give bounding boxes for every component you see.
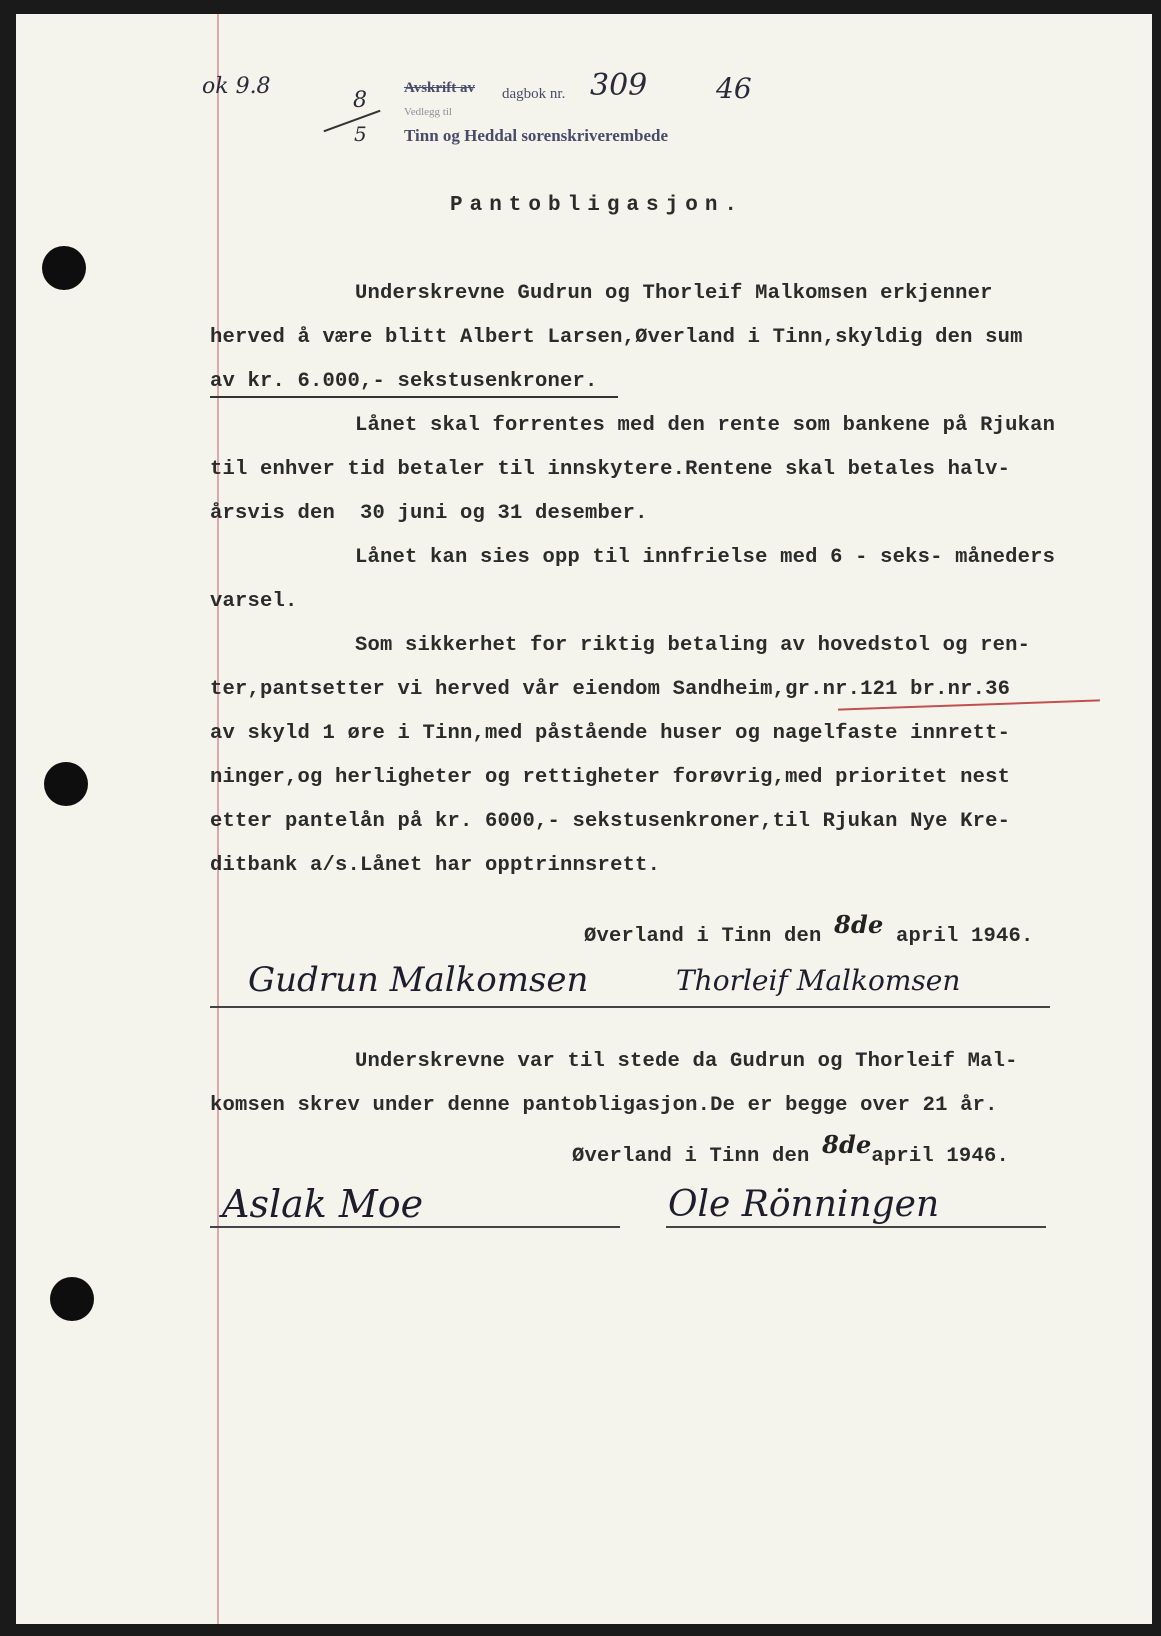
stamp-dagbok: dagbok nr. (502, 86, 566, 102)
place-date-2-day: 8de (822, 1130, 872, 1159)
place-date-1 (584, 910, 1034, 948)
margin-note: ok 9.8 (202, 74, 271, 99)
document-title: Pantobligasjon. (450, 194, 745, 217)
signature-gudrun: Gudrun Malkomsen (248, 960, 589, 1000)
punch-hole-middle (44, 762, 88, 806)
fraction-bar (323, 110, 380, 132)
stamp-office: Tinn og Heddal sorenskriverembede (404, 126, 668, 145)
date-fraction-bottom: 5 (354, 122, 367, 146)
punch-hole-top (42, 246, 86, 290)
body-line: varsel. (210, 590, 298, 613)
signature-line-2a (210, 1226, 620, 1228)
place-date-2 (572, 1130, 1009, 1168)
witness-line: komsen skrev under denne pantobligasjon.De er begge over 21 år. (210, 1094, 998, 1117)
place-date-1-prefix: Øverland i Tinn den (584, 925, 822, 948)
body-line: ditbank a/s.Lånet har opptrinnsrett. (210, 854, 661, 877)
body-line: Underskrevne Gudrun og Thorleif Malkomsen erkjenner (355, 282, 993, 305)
body-line: ninger,og herligheter og rettigheter forøvrig,med prioritet nest (210, 766, 1011, 789)
body-line: Lånet skal forrentes med den rente som bankene på Rjukan (355, 414, 1056, 437)
dagbok-number: 309 (590, 68, 648, 103)
body-line: herved å være blitt Albert Larsen,Øverland i Tinn,skyldig den sum (210, 326, 1023, 349)
dagbok-year: 46 (716, 72, 752, 105)
witness-line: Underskrevne var til stede da Gudrun og Thorleif Mal- (355, 1050, 1018, 1073)
signature-line-2b (666, 1226, 1046, 1228)
place-date-2-prefix: Øverland i Tinn den (572, 1145, 810, 1168)
body-line: av skyld 1 øre i Tinn,med påstående huser og nagelfaste innrett- (210, 722, 1011, 745)
signature-ole: Ole Rönningen (668, 1184, 940, 1225)
amount-underline (210, 396, 618, 398)
date-fraction-top: 8 (353, 88, 367, 113)
body-line-property: ter,pantsetter vi herved vår eiendom Sandheim,gr.nr.121 br.nr.36 (210, 678, 1011, 701)
place-date-1-suffix: april 1946. (895, 925, 1034, 948)
signature-aslak: Aslak Moe (222, 1182, 424, 1226)
red-underline-mark (838, 699, 1100, 710)
place-date-2-suffix: april 1946. (871, 1145, 1009, 1168)
body-line: Lånet kan sies opp til innfrielse med 6 - seks- måneders (355, 546, 1056, 569)
stamp-avskrift: Avskrift av (404, 80, 475, 96)
signature-thorleif: Thorleif Malkomsen (676, 964, 961, 997)
stamp-vedlegg: Vedlegg til (404, 106, 452, 118)
punch-hole-bottom (50, 1277, 94, 1321)
document-page (16, 14, 1152, 1624)
body-line: til enhver tid betaler til innskytere.Rentene skal betales halv- (210, 458, 1011, 481)
body-line-amount: av kr. 6.000,- sekstusenkroner. (210, 370, 598, 393)
body-line: Som sikkerhet for riktig betaling av hovedstol og ren- (355, 634, 1031, 657)
body-line: årsvis den 30 juni og 31 desember. (210, 502, 648, 525)
signature-line-1 (210, 1006, 1050, 1008)
place-date-1-day: 8de (834, 910, 884, 939)
body-line: etter pantelån på kr. 6000,- sekstusenkroner,til Rjukan Nye Kre- (210, 810, 1011, 833)
